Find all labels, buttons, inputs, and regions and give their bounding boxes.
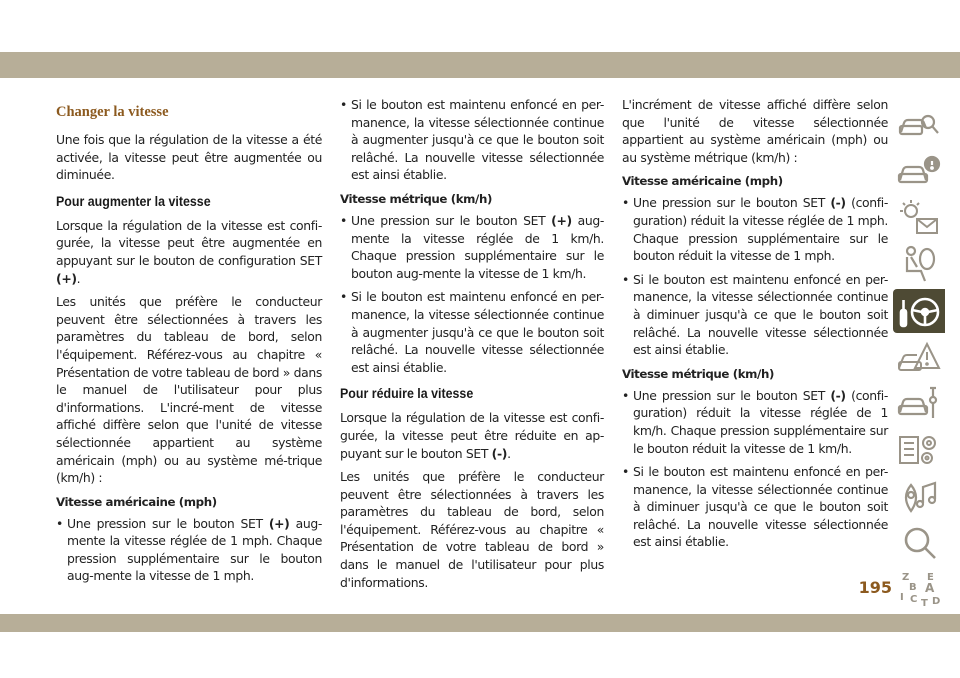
header-band xyxy=(0,52,960,78)
tab-multimedia[interactable] xyxy=(893,474,945,518)
column-2 xyxy=(340,96,604,597)
intro-paragraph: Une fois que la régulation de la vitesse a été activée, la vitesse peut être augmentée ou diminuée. xyxy=(56,132,322,183)
bullet-list xyxy=(622,194,888,358)
alphabet-letter: Z xyxy=(902,571,910,583)
specs-gears-icon xyxy=(897,431,941,469)
bullet-list xyxy=(340,212,604,376)
paragraph-units: Les unités que préfère le conducteur peuvent être sélectionnées à travers les paramètres du tableau de bord, selon l'équipement. Référez-vous au chapitre « Présentation de votre tableau de bord » dans le manuel de l'utilisateur pour plus d'informations. xyxy=(340,469,604,590)
airbag-seat-icon xyxy=(897,245,941,283)
tab-specs-gears[interactable] xyxy=(893,428,945,472)
paragraph-increment: L'incrément de vitesse affiché diffère selon que l'unité de vitesse sélectionnée appartient au système américain (mph) ou au système métrique (km/h) : xyxy=(622,97,888,165)
paragraph-decrease: Lorsque la régulation de la vitesse est confi-gurée, la vitesse peut être réduite en ap-puyant sur le bouton SET (-). xyxy=(340,410,604,461)
bullet-list xyxy=(56,515,322,585)
alphabet-index-icon xyxy=(897,570,941,608)
heading-decrease-speed: Pour réduire la vitesse xyxy=(340,386,474,402)
steering-wheel-icon xyxy=(897,292,941,330)
tab-steering-wheel[interactable] xyxy=(893,289,945,333)
car-service-icon xyxy=(897,384,941,422)
car-search-icon xyxy=(897,106,941,144)
tab-alphabet-index[interactable] xyxy=(893,567,945,611)
alphabet-letter: A xyxy=(925,580,935,595)
list-item: • Si le bouton est maintenu enfoncé en per-manence, la vitesse sélectionnée continue à diminuer jusqu'à ce que le bouton soit relâché. La nouvelle vitesse sélectionnée est ainsi établie. xyxy=(622,463,888,551)
subheading-metric-speed: Vitesse métrique (km/h) xyxy=(340,191,492,206)
tab-warning-light[interactable] xyxy=(893,196,945,240)
hazard-triangle-icon xyxy=(897,338,941,376)
heading-increase-speed: Pour augmenter la vitesse xyxy=(56,193,211,209)
column-1 xyxy=(56,96,322,591)
alphabet-letter: E xyxy=(927,571,934,583)
list-item: • Une pression sur le bouton SET (+) aug-mente la vitesse réglée de 1 mph. Chaque pression supplémentaire sur le bouton aug-mente la vitesse de 1 mph. xyxy=(56,515,322,585)
paragraph-increase: Lorsque la régulation de la vitesse est confi-gurée, la vitesse peut être augmentée en appuyant sur le bouton de configuration SET (+). xyxy=(56,217,322,286)
multimedia-icon xyxy=(897,477,941,515)
index-search-icon xyxy=(897,524,941,562)
alphabet-letter: C xyxy=(910,593,918,605)
list-item: • Si le bouton est maintenu enfoncé en per-manence, la vitesse sélectionnée continue à augmenter jusqu'à ce que le bouton soit relâché. La nouvelle vitesse sélectionnée est ainsi établie. xyxy=(340,288,604,376)
subheading-us-speed: Vitesse américaine (mph) xyxy=(56,494,217,509)
chapter-tabs xyxy=(893,103,945,613)
tab-car-search[interactable] xyxy=(893,103,945,147)
list-item: • Si le bouton est maintenu enfoncé en per-manence, la vitesse sélectionnée continue à diminuer jusqu'à ce que le bouton soit relâché. La nouvelle vitesse sélectionnée est ainsi établie. xyxy=(622,271,888,359)
paragraph-units: Les unités que préfère le conducteur peuvent être sélectionnées à travers les paramètres du tableau de bord, selon l'équipement. Référez-vous au chapitre « Présentation de votre tableau de bord » dans le manuel de l'utilisateur pour plus d'informations. L'incré-ment de vitesse affiché diffère selon que l'unité de vitesse sélectionnée appartient au système américain (mph) ou au système mé-trique (km/h) : xyxy=(56,294,322,486)
alphabet-letter: B xyxy=(909,581,917,593)
section-title: Changer la vitesse xyxy=(56,104,169,120)
column-3 xyxy=(622,96,888,557)
footer-band xyxy=(0,614,960,632)
page-number: 195 xyxy=(858,578,892,597)
list-item: • Une pression sur le bouton SET (+) aug-mente la vitesse réglée de 1 km/h. Chaque pression supplémentaire sur le bouton aug-mente la vitesse de 1 km/h. xyxy=(340,212,604,282)
bullet-list xyxy=(340,96,604,184)
subheading-us-speed: Vitesse américaine (mph) xyxy=(622,174,783,189)
warning-light-icon xyxy=(897,199,941,237)
list-item: • Si le bouton est maintenu enfoncé en per-manence, la vitesse sélectionnée continue à augmenter jusqu'à ce que le bouton soit relâché. La nouvelle vitesse sélectionnée est ainsi établie. xyxy=(340,96,604,184)
tab-hazard-triangle[interactable] xyxy=(893,335,945,379)
tab-car-service[interactable] xyxy=(893,381,945,425)
tab-car-info[interactable] xyxy=(893,149,945,193)
tab-index-search[interactable] xyxy=(893,521,945,565)
alphabet-letter: T xyxy=(921,597,928,608)
subheading-metric-speed: Vitesse métrique (km/h) xyxy=(622,366,774,381)
car-info-icon xyxy=(897,152,941,190)
tab-airbag-seat[interactable] xyxy=(893,242,945,286)
list-item: • Une pression sur le bouton SET (-) (confi-guration) réduit la vitesse réglée de 1 km/h. Chaque pression supplémentaire sur le bouton réduit la vitesse de 1 km/h. xyxy=(622,387,888,457)
alphabet-letter: I xyxy=(900,591,904,603)
list-item: • Une pression sur le bouton SET (-) (confi-guration) réduit la vitesse réglée de 1 mph. Chaque pression supplémentaire sur le bouton réduit la vitesse de 1 mph. xyxy=(622,194,888,264)
alphabet-letter: D xyxy=(932,595,941,607)
bullet-list xyxy=(622,387,888,551)
